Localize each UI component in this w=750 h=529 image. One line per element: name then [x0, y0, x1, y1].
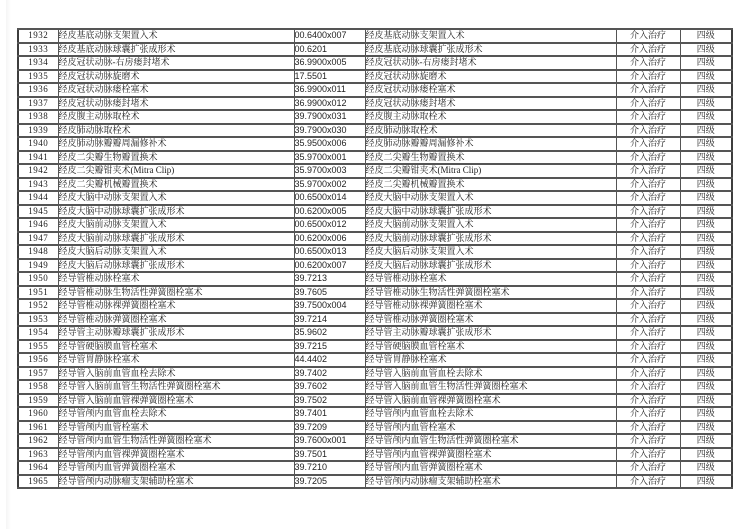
level-cell: 四级	[680, 340, 732, 354]
row-number-cell: 1956	[18, 353, 58, 367]
procedure-name-repeat-cell: 经导管入脑前血管血栓去除术	[365, 367, 616, 381]
procedure-code-cell: 35.9700x002	[294, 178, 365, 192]
table-row	[18, 340, 732, 354]
level-cell: 四级	[680, 164, 732, 178]
procedure-name-repeat-cell: 经导管颅内动脉瘤支架辅助栓塞术	[365, 475, 616, 489]
procedure-code-cell: 00.6500x014	[294, 191, 365, 205]
level-cell: 四级	[680, 259, 732, 273]
level-cell: 四级	[680, 232, 732, 246]
table-row	[18, 110, 732, 124]
procedure-name-cell: 经皮大脑后动脉支架置入术	[58, 245, 294, 259]
procedure-code-cell: 39.7500x004	[294, 299, 365, 313]
procedure-code-cell: 00.6200x007	[294, 259, 365, 273]
table-row	[18, 286, 732, 300]
category-cell: 介入治疗	[616, 137, 680, 151]
procedure-code-cell: 00.6200x005	[294, 205, 365, 219]
procedure-name-repeat-cell: 经皮大脑前动脉球囊扩张成形术	[365, 232, 616, 246]
category-cell: 介入治疗	[616, 448, 680, 462]
level-cell: 四级	[680, 421, 732, 435]
row-number-cell: 1933	[18, 43, 58, 57]
procedure-name-cell: 经导管主动脉瓣球囊扩张成形术	[58, 326, 294, 340]
procedure-classification-table	[17, 28, 733, 489]
procedure-name-repeat-cell: 经导管硬脑膜血管栓塞术	[365, 340, 616, 354]
procedure-name-repeat-cell: 经导管椎动脉生物活性弹簧圈栓塞术	[365, 286, 616, 300]
procedure-name-repeat-cell: 经导管颅内血管生物活性弹簧圈栓塞术	[365, 434, 616, 448]
level-cell: 四级	[680, 380, 732, 394]
procedure-name-cell: 经导管硬脑膜血管栓塞术	[58, 340, 294, 354]
procedure-name-repeat-cell: 经皮腹主动脉取栓术	[365, 110, 616, 124]
row-number-cell: 1951	[18, 286, 58, 300]
procedure-name-repeat-cell: 经皮肺动脉取栓术	[365, 124, 616, 138]
level-cell: 四级	[680, 299, 732, 313]
category-cell: 介入治疗	[616, 380, 680, 394]
procedure-code-cell: 36.9900x005	[294, 56, 365, 70]
procedure-name-cell: 经导管椎动脉栓塞术	[58, 272, 294, 286]
procedure-name-repeat-cell: 经导管椎动脉弹簧圈栓塞术	[365, 313, 616, 327]
procedure-name-cell: 经导管椎动脉生物活性弹簧圈栓塞术	[58, 286, 294, 300]
table-row	[18, 367, 732, 381]
row-number-cell: 1934	[18, 56, 58, 70]
level-cell: 四级	[680, 151, 732, 165]
row-number-cell: 1955	[18, 340, 58, 354]
procedure-name-cell: 经导管椎动脉裸弹簧圈栓塞术	[58, 299, 294, 313]
procedure-code-cell: 00.6500x012	[294, 218, 365, 232]
row-number-cell: 1944	[18, 191, 58, 205]
row-number-cell: 1957	[18, 367, 58, 381]
category-cell: 介入治疗	[616, 286, 680, 300]
row-number-cell: 1937	[18, 97, 58, 111]
category-cell: 介入治疗	[616, 394, 680, 408]
procedure-name-repeat-cell: 经皮大脑后动脉球囊扩张成形术	[365, 259, 616, 273]
table-row	[18, 164, 732, 178]
table-row	[18, 218, 732, 232]
procedure-name-cell: 经导管胃静脉栓塞术	[58, 353, 294, 367]
procedure-name-repeat-cell: 经皮大脑中动脉球囊扩张成形术	[365, 205, 616, 219]
level-cell: 四级	[680, 367, 732, 381]
procedure-name-cell: 经皮冠状动脉瘘栓塞术	[58, 83, 294, 97]
procedure-name-repeat-cell: 经导管颅内血管弹簧圈栓塞术	[365, 461, 616, 475]
procedure-code-cell: 00.6500x013	[294, 245, 365, 259]
level-cell: 四级	[680, 205, 732, 219]
procedure-name-cell: 经皮肺动脉取栓术	[58, 124, 294, 138]
procedure-name-cell: 经导管椎动脉弹簧圈栓塞术	[58, 313, 294, 327]
category-cell: 介入治疗	[616, 475, 680, 489]
procedure-code-cell: 39.7600x001	[294, 434, 365, 448]
table-row	[18, 83, 732, 97]
procedure-name-cell: 经导管颅内动脉瘤支架辅助栓塞术	[58, 475, 294, 489]
table-row	[18, 448, 732, 462]
procedure-name-cell: 经皮肺动脉瓣瓣周漏修补术	[58, 137, 294, 151]
row-number-cell: 1953	[18, 313, 58, 327]
table-row	[18, 70, 732, 84]
procedure-code-cell: 39.7205	[294, 475, 365, 489]
procedure-name-cell: 经导管颅内血管栓塞术	[58, 421, 294, 435]
level-cell: 四级	[680, 178, 732, 192]
row-number-cell: 1962	[18, 434, 58, 448]
table-row	[18, 461, 732, 475]
category-cell: 介入治疗	[616, 299, 680, 313]
table-row	[18, 43, 732, 57]
row-number-cell: 1942	[18, 164, 58, 178]
procedure-name-repeat-cell: 经皮大脑中动脉支架置入术	[365, 191, 616, 205]
procedure-name-repeat-cell: 经导管入脑前血管生物活性弹簧圈栓塞术	[365, 380, 616, 394]
category-cell: 介入治疗	[616, 340, 680, 354]
row-number-cell: 1941	[18, 151, 58, 165]
category-cell: 介入治疗	[616, 164, 680, 178]
procedure-name-repeat-cell: 经导管主动脉瓣球囊扩张成形术	[365, 326, 616, 340]
procedure-code-cell: 39.7501	[294, 448, 365, 462]
procedure-name-cell: 经皮二尖瓣生物瓣置换术	[58, 151, 294, 165]
row-number-cell: 1964	[18, 461, 58, 475]
category-cell: 介入治疗	[616, 178, 680, 192]
procedure-name-cell: 经皮基底动脉球囊扩张成形术	[58, 43, 294, 57]
procedure-code-cell: 00.6400x007	[294, 29, 365, 43]
row-number-cell: 1943	[18, 178, 58, 192]
category-cell: 介入治疗	[616, 56, 680, 70]
table-row	[18, 394, 732, 408]
row-number-cell: 1961	[18, 421, 58, 435]
category-cell: 介入治疗	[616, 110, 680, 124]
procedure-name-repeat-cell: 经导管颅内血管血栓去除术	[365, 407, 616, 421]
table-row	[18, 151, 732, 165]
procedure-name-cell: 经皮冠状动脉旋磨术	[58, 70, 294, 84]
row-number-cell: 1948	[18, 245, 58, 259]
procedure-name-cell: 经导管颅内血管生物活性弹簧圈栓塞术	[58, 434, 294, 448]
level-cell: 四级	[680, 43, 732, 57]
row-number-cell: 1954	[18, 326, 58, 340]
procedure-name-cell: 经皮腹主动脉取栓术	[58, 110, 294, 124]
procedure-code-cell: 36.9900x012	[294, 97, 365, 111]
row-number-cell: 1947	[18, 232, 58, 246]
category-cell: 介入治疗	[616, 83, 680, 97]
level-cell: 四级	[680, 353, 732, 367]
level-cell: 四级	[680, 448, 732, 462]
category-cell: 介入治疗	[616, 367, 680, 381]
row-number-cell: 1963	[18, 448, 58, 462]
table-row	[18, 421, 732, 435]
category-cell: 介入治疗	[616, 259, 680, 273]
level-cell: 四级	[680, 245, 732, 259]
procedure-name-cell: 经导管入脑前血管生物活性弹簧圈栓塞术	[58, 380, 294, 394]
table-row	[18, 353, 732, 367]
level-cell: 四级	[680, 110, 732, 124]
procedure-name-cell: 经皮大脑前动脉支架置入术	[58, 218, 294, 232]
procedure-name-cell: 经皮大脑后动脉球囊扩张成形术	[58, 259, 294, 273]
row-number-cell: 1965	[18, 475, 58, 489]
table-row	[18, 380, 732, 394]
row-number-cell: 1945	[18, 205, 58, 219]
table-row	[18, 232, 732, 246]
category-cell: 介入治疗	[616, 326, 680, 340]
procedure-code-cell: 39.7213	[294, 272, 365, 286]
level-cell: 四级	[680, 29, 732, 43]
table-row	[18, 124, 732, 138]
level-cell: 四级	[680, 313, 732, 327]
procedure-code-cell: 36.9900x011	[294, 83, 365, 97]
procedure-name-cell: 经导管入脑前血管裸弹簧圈栓塞术	[58, 394, 294, 408]
procedure-name-repeat-cell: 经皮二尖瓣钳夹术(Mitra Clip)	[365, 164, 616, 178]
table-row	[18, 56, 732, 70]
table-row	[18, 137, 732, 151]
level-cell: 四级	[680, 191, 732, 205]
table-row	[18, 259, 732, 273]
procedure-code-cell: 00.6200x006	[294, 232, 365, 246]
procedure-name-cell: 经皮大脑中动脉球囊扩张成形术	[58, 205, 294, 219]
level-cell: 四级	[680, 124, 732, 138]
level-cell: 四级	[680, 137, 732, 151]
procedure-code-cell: 39.7900x030	[294, 124, 365, 138]
row-number-cell: 1958	[18, 380, 58, 394]
procedure-name-cell: 经皮二尖瓣机械瓣置换术	[58, 178, 294, 192]
procedure-code-cell: 35.9700x003	[294, 164, 365, 178]
table-row	[18, 245, 732, 259]
procedure-name-cell: 经导管颅内血管弹簧圈栓塞术	[58, 461, 294, 475]
row-number-cell: 1935	[18, 70, 58, 84]
procedure-name-repeat-cell: 经导管椎动脉裸弹簧圈栓塞术	[365, 299, 616, 313]
procedure-code-cell: 35.9700x001	[294, 151, 365, 165]
category-cell: 介入治疗	[616, 97, 680, 111]
level-cell: 四级	[680, 475, 732, 489]
procedure-code-cell: 35.9500x006	[294, 137, 365, 151]
procedure-code-cell: 39.7605	[294, 286, 365, 300]
procedure-code-cell: 44.4402	[294, 353, 365, 367]
procedure-name-repeat-cell: 经导管胃静脉栓塞术	[365, 353, 616, 367]
level-cell: 四级	[680, 218, 732, 232]
procedure-name-repeat-cell: 经皮冠状动脉旋磨术	[365, 70, 616, 84]
procedure-name-repeat-cell: 经皮冠状动脉-右房瘘封堵术	[365, 56, 616, 70]
category-cell: 介入治疗	[616, 245, 680, 259]
level-cell: 四级	[680, 407, 732, 421]
row-number-cell: 1939	[18, 124, 58, 138]
category-cell: 介入治疗	[616, 434, 680, 448]
category-cell: 介入治疗	[616, 70, 680, 84]
category-cell: 介入治疗	[616, 407, 680, 421]
category-cell: 介入治疗	[616, 191, 680, 205]
row-number-cell: 1946	[18, 218, 58, 232]
table-row	[18, 272, 732, 286]
table-row	[18, 97, 732, 111]
procedure-name-repeat-cell: 经皮大脑后动脉支架置入术	[365, 245, 616, 259]
table-row	[18, 434, 732, 448]
table-row	[18, 178, 732, 192]
category-cell: 介入治疗	[616, 205, 680, 219]
level-cell: 四级	[680, 461, 732, 475]
procedure-name-cell: 经皮大脑前动脉球囊扩张成形术	[58, 232, 294, 246]
procedure-name-repeat-cell: 经皮基底动脉球囊扩张成形术	[365, 43, 616, 57]
category-cell: 介入治疗	[616, 151, 680, 165]
procedure-code-cell: 00.6201	[294, 43, 365, 57]
category-cell: 介入治疗	[616, 421, 680, 435]
procedure-name-repeat-cell: 经导管入脑前血管裸弹簧圈栓塞术	[365, 394, 616, 408]
row-number-cell: 1938	[18, 110, 58, 124]
row-number-cell: 1952	[18, 299, 58, 313]
level-cell: 四级	[680, 70, 732, 84]
procedure-code-cell: 39.7900x031	[294, 110, 365, 124]
level-cell: 四级	[680, 434, 732, 448]
table-row	[18, 299, 732, 313]
level-cell: 四级	[680, 286, 732, 300]
procedure-code-cell: 39.7402	[294, 367, 365, 381]
procedure-code-cell: 39.7209	[294, 421, 365, 435]
level-cell: 四级	[680, 326, 732, 340]
procedure-name-repeat-cell: 经皮基底动脉支架置入术	[365, 29, 616, 43]
category-cell: 介入治疗	[616, 313, 680, 327]
table-row	[18, 407, 732, 421]
category-cell: 介入治疗	[616, 43, 680, 57]
procedure-code-cell: 39.7214	[294, 313, 365, 327]
procedure-name-cell: 经导管入脑前血管血栓去除术	[58, 367, 294, 381]
level-cell: 四级	[680, 56, 732, 70]
procedure-name-repeat-cell: 经导管椎动脉栓塞术	[365, 272, 616, 286]
procedure-name-repeat-cell: 经皮冠状动脉瘘封堵术	[365, 97, 616, 111]
row-number-cell: 1932	[18, 29, 58, 43]
procedure-name-repeat-cell: 经导管颅内血管栓塞术	[365, 421, 616, 435]
row-number-cell: 1940	[18, 137, 58, 151]
procedure-code-cell: 39.7602	[294, 380, 365, 394]
category-cell: 介入治疗	[616, 232, 680, 246]
procedure-name-cell: 经皮基底动脉支架置入术	[58, 29, 294, 43]
procedure-name-repeat-cell: 经皮大脑前动脉支架置入术	[365, 218, 616, 232]
level-cell: 四级	[680, 97, 732, 111]
row-number-cell: 1949	[18, 259, 58, 273]
level-cell: 四级	[680, 394, 732, 408]
procedure-name-repeat-cell: 经皮二尖瓣机械瓣置换术	[365, 178, 616, 192]
table-row	[18, 313, 732, 327]
row-number-cell: 1936	[18, 83, 58, 97]
table-row	[18, 205, 732, 219]
row-number-cell: 1950	[18, 272, 58, 286]
level-cell: 四级	[680, 272, 732, 286]
category-cell: 介入治疗	[616, 218, 680, 232]
procedure-name-cell: 经皮冠状动脉-右房瘘封堵术	[58, 56, 294, 70]
procedure-name-repeat-cell: 经皮冠状动脉瘘栓塞术	[365, 83, 616, 97]
procedure-name-cell: 经导管颅内血管血栓去除术	[58, 407, 294, 421]
table-row	[18, 29, 732, 43]
procedure-code-cell: 39.7401	[294, 407, 365, 421]
procedure-code-cell: 35.9602	[294, 326, 365, 340]
procedure-name-repeat-cell: 经皮二尖瓣生物瓣置换术	[365, 151, 616, 165]
category-cell: 介入治疗	[616, 353, 680, 367]
category-cell: 介入治疗	[616, 124, 680, 138]
category-cell: 介入治疗	[616, 461, 680, 475]
procedure-name-repeat-cell: 经导管颅内血管裸弹簧圈栓塞术	[365, 448, 616, 462]
procedure-name-cell: 经皮冠状动脉瘘封堵术	[58, 97, 294, 111]
procedure-name-cell: 经皮大脑中动脉支架置入术	[58, 191, 294, 205]
table-body	[18, 29, 732, 488]
procedure-code-cell: 39.7502	[294, 394, 365, 408]
category-cell: 介入治疗	[616, 29, 680, 43]
table-row	[18, 326, 732, 340]
procedure-code-cell: 17.5501	[294, 70, 365, 84]
table-row	[18, 191, 732, 205]
procedure-name-cell: 经导管颅内血管裸弹簧圈栓塞术	[58, 448, 294, 462]
procedure-code-cell: 39.7215	[294, 340, 365, 354]
row-number-cell: 1960	[18, 407, 58, 421]
scan-edge-shading	[6, 0, 11, 529]
table-row	[18, 475, 732, 489]
procedure-code-cell: 39.7210	[294, 461, 365, 475]
procedure-name-repeat-cell: 经皮肺动脉瓣瓣周漏修补术	[365, 137, 616, 151]
procedure-name-cell: 经皮二尖瓣钳夹术(Mitra Clip)	[58, 164, 294, 178]
level-cell: 四级	[680, 83, 732, 97]
row-number-cell: 1959	[18, 394, 58, 408]
category-cell: 介入治疗	[616, 272, 680, 286]
